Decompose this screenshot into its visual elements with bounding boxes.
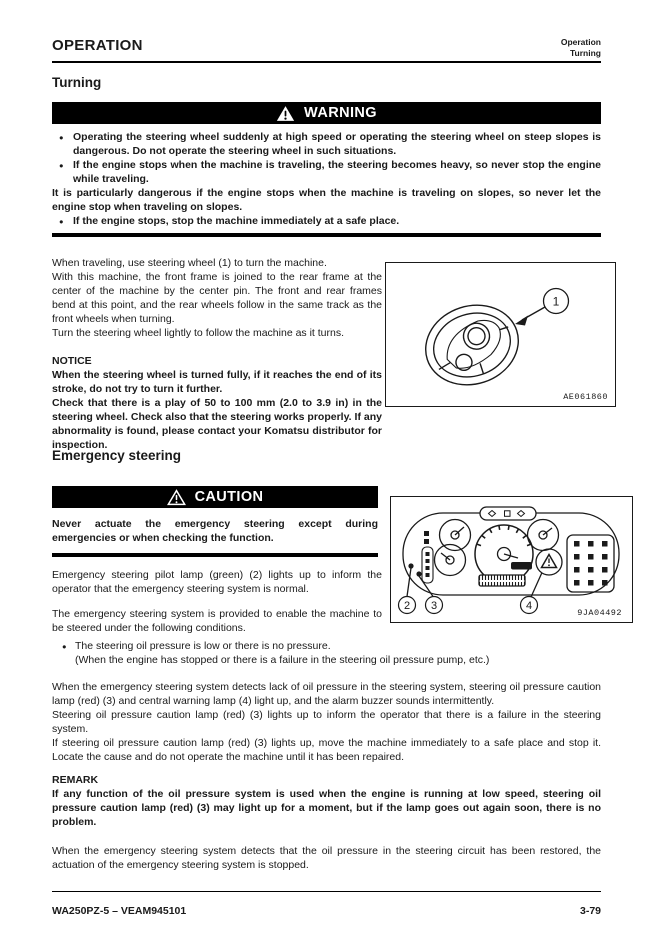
figure-steering-wheel <box>385 262 616 407</box>
section-divider <box>52 233 601 237</box>
caution-divider <box>52 553 378 557</box>
callout-3-number: 3 <box>430 600 438 612</box>
pilot-lamp-2 <box>408 563 413 568</box>
emergency-paragraph: Steering oil pressure caution lamp (red) (3) lights up to inform the operator that there is a failure in the steering system. <box>52 709 601 735</box>
footer-rule <box>52 891 601 892</box>
remark-heading: REMARK <box>52 774 99 786</box>
lcd-display <box>479 575 525 586</box>
body-paragraph: With this machine, the front frame is joined to the rear frame at the center of the machine by the center pin. The front and rear frames bend at this point, and the rear wheels follow in the same track as the front wheels when turning. <box>52 271 382 325</box>
emergency-paragraph: If steering oil pressure caution lamp (red) (3) lights up, move the machine immediately to a safe place and stop it. Locate the cause and do not operate the machine until it has been repaired. <box>52 737 601 763</box>
instrument-panel-drawing <box>391 497 629 619</box>
steering-wheel-drawing <box>386 263 615 406</box>
warning-list <box>52 130 601 228</box>
emergency-condition-list <box>52 639 601 667</box>
warning-plain-text: It is particularly dangerous if the engine stops when the machine is traveling on slopes, so never let the engine stop when traveling on slopes. <box>52 187 601 213</box>
emergency-paragraph: Emergency steering pilot lamp (green) (2) lights up to inform the operator that the emergency steering system is normal. <box>52 569 382 595</box>
caution-lamp-3 <box>416 571 421 576</box>
breadcrumb <box>561 37 601 59</box>
body-paragraph: When traveling, use steering wheel (1) to turn the machine. <box>52 257 327 269</box>
section-title-turning: Turning <box>52 75 102 90</box>
warning-triangle-icon <box>276 105 295 122</box>
notice-paragraph: When the steering wheel is turned fully, if it reaches the end of its stroke, do not try to turn it further. <box>52 369 382 395</box>
section-title-emergency-steering: Emergency steering <box>52 448 182 463</box>
caution-banner-label: CAUTION <box>194 489 264 505</box>
warning-bullet-text: Operating the steering wheel suddenly at high speed or operating the steering wheel on steep slopes is dangerous. Do not operate the steering wheel in such situations. <box>73 131 601 157</box>
warning-bullet-text: If the engine stops when the machine is traveling, the steering becomes heavy, so never stop the engine while traveling. <box>73 159 601 185</box>
footer-page-number: 3-79 <box>579 905 601 917</box>
warning-bullet-item <box>52 214 601 228</box>
turning-body <box>52 256 382 452</box>
condition-bullet-item <box>52 639 601 653</box>
warning-bullet-item <box>52 130 601 158</box>
warning-bullet-item <box>52 158 601 186</box>
body-paragraph: Turn the steering wheel lightly to follow the machine as it turns. <box>52 327 345 339</box>
header-rule <box>52 61 601 63</box>
callout-4-number: 4 <box>525 600 533 612</box>
figure-instrument-panel <box>390 496 633 623</box>
emergency-paragraph: The emergency steering system is provided to enable the machine to be steered under the following conditions. <box>52 608 382 634</box>
remark-paragraph: If any function of the oil pressure system is used when the engine is running at low speed, steering oil pressure caution lamp (red) (3) may light up for a moment, but if the lamp goes out again soon, there is no problem. <box>52 788 601 828</box>
callout-2-number: 2 <box>403 600 411 612</box>
figure-code: AE061860 <box>563 392 608 402</box>
emergency-paragraph: When the emergency steering system detects lack of oil pressure in the steering system, steering oil pressure caution lamp (red) (3) and central warning lamp (4) light up, and the alarm buzzer sounds intermittently. <box>52 681 601 707</box>
header-section-title: OPERATION <box>52 37 143 54</box>
condition-bullet-text: The steering oil pressure is low or there is no pressure. <box>75 640 331 652</box>
notice-heading: NOTICE <box>52 355 92 367</box>
steering-wheel-rim <box>415 293 529 396</box>
warning-banner-label: WARNING <box>304 105 377 121</box>
emergency-paragraph: When the emergency steering system detects that the oil pressure in the steering circuit has been restored, the actuation of the emergency steering system is stopped. <box>52 845 601 871</box>
caution-triangle-icon <box>167 489 186 506</box>
breadcrumb-chapter: Operation <box>560 37 601 47</box>
callout-arrowhead <box>515 316 528 326</box>
condition-bullet-note: (When the engine has stopped or there is a failure in the steering oil pressure pump, etc.) <box>75 654 490 666</box>
caution-statement: Never actuate the emergency steering except during emergencies or when checking the function. <box>52 518 378 544</box>
warning-bullet-text: If the engine stops, stop the machine immediately at a safe place. <box>73 215 400 227</box>
callout-1-number: 1 <box>552 294 560 309</box>
caution-banner <box>52 486 378 508</box>
footer-model-number: WA250PZ-5 – VEAM945101 <box>52 905 187 917</box>
notice-paragraph: Check that there is a play of 50 to 100 mm (2.0 to 3.9 in) in the steering wheel. Check also that the steering works properly. If any abnormality is found, please contact your Komatsu distributor for inspection. <box>52 397 382 451</box>
breadcrumb-topic: Turning <box>570 48 601 58</box>
figure-code: 9JA04492 <box>577 608 622 618</box>
warning-banner <box>52 102 601 124</box>
